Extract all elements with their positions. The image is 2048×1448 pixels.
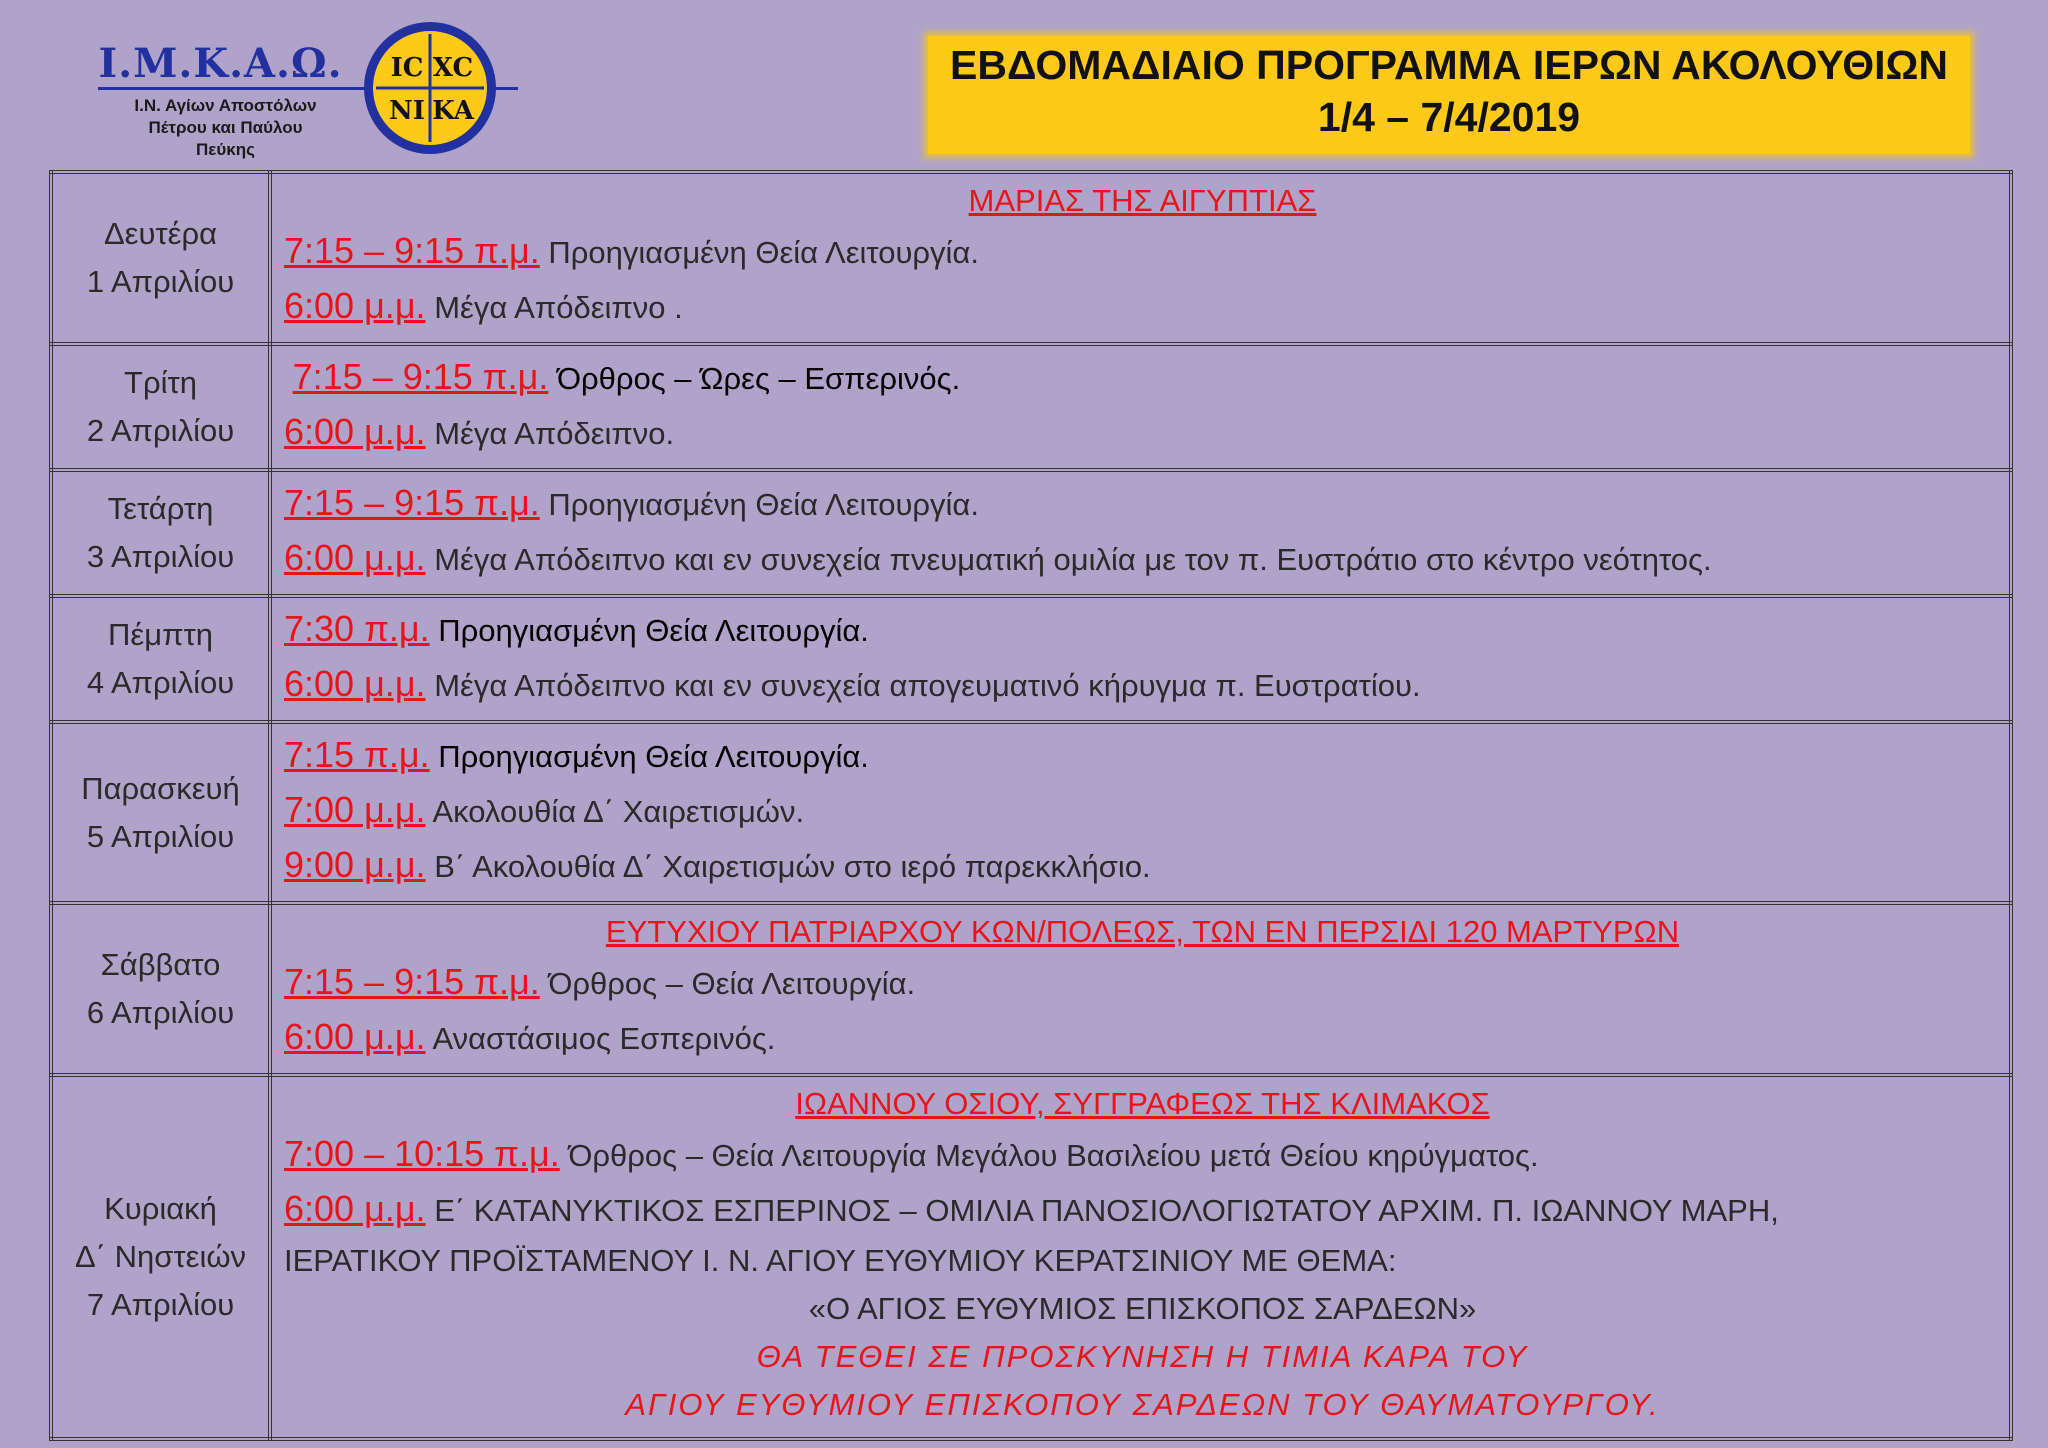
day-cell [51, 172, 270, 344]
emblem-text-ka: KA [432, 96, 474, 126]
service-time: 7:30 π.μ. [284, 608, 430, 649]
service-entry [284, 602, 2001, 657]
service-desc: Ε΄ ΚΑΤΑΝΥΚΤΙΚΟΣ ΕΣΠΕΡΙΝΟΣ – ΟΜΙΛΙΑ ΠΑΝΟΣΙΟΛΟΓΙΩΤΑΤΟΥ ΑΡΧΙΜ. Π. ΙΩΑΝΝΟΥ ΜΑΡΗ, [434, 1193, 1779, 1228]
day-date: 3 Απριλίου [86, 539, 235, 574]
day-cell [51, 722, 270, 903]
logo-sub-line-2: Πέτρου και Παύλου [148, 118, 303, 137]
logo-title: Ι.Μ.Κ.Α.Ω. [98, 40, 343, 87]
emblem-text-xc: XC [432, 53, 474, 83]
table-row [51, 1075, 2011, 1439]
service-entry [284, 1010, 2001, 1065]
day-cell [51, 903, 270, 1075]
service-time: 6:00 μ.μ. [284, 1016, 426, 1057]
emblem-text-ic: IC [390, 53, 424, 83]
service-time: 7:00 μ.μ. [284, 789, 426, 830]
service-desc: Προηγιασμένη Θεία Λειτουργία. [438, 739, 869, 774]
service-entry [284, 838, 2001, 893]
logo [98, 40, 343, 88]
schedule-table [49, 170, 2013, 1441]
day-date: 7 Απριλίου [86, 1287, 235, 1322]
content-cell [270, 344, 2011, 470]
service-desc: Όρθρος – Θεία Λειτουργία. [548, 966, 916, 1001]
service-entry [284, 1182, 2001, 1237]
service-desc: Προηγιασμένη Θεία Λειτουργία. [438, 613, 869, 648]
day-cell [51, 1075, 270, 1439]
table-row [51, 344, 2011, 470]
page-title-box [928, 36, 1970, 154]
day-date: 1 Απριλίου [86, 264, 235, 299]
day-date: 4 Απριλίου [86, 665, 235, 700]
table-row [51, 903, 2011, 1075]
day-cell [51, 596, 270, 722]
service-time: 6:00 μ.μ. [284, 411, 426, 452]
page-title: ΕΒΔΟΜΑΔΙΑΙΟ ΠΡΟΓΡΑΜΜΑ ΙΕΡΩΝ ΑΚΟΛΟΥΘΙΩΝ [950, 42, 1948, 88]
service-desc: Όρθρος – Θεία Λειτουργία Μεγάλου Βασιλείου μετά Θείου κηρύγματος. [568, 1138, 1539, 1173]
notice-line-2: ΑΓΙΟΥ ΕΥΘΥΜΙΟΥ ΕΠΙΣΚΟΠΟΥ ΣΑΡΔΕΩΝ ΤΟΥ ΘΑΥΜΑΤΟΥΡΓΟΥ. [625, 1387, 1660, 1422]
day-name: Σάββατο [100, 947, 221, 982]
table-row [51, 596, 2011, 722]
service-entry [284, 224, 2001, 279]
service-time: 7:15 – 9:15 π.μ. [284, 961, 540, 1002]
service-time: 7:15 – 9:15 π.μ. [284, 482, 540, 523]
content-cell [270, 172, 2011, 344]
table-row [51, 722, 2011, 903]
service-time: 6:00 μ.μ. [284, 285, 426, 326]
notice-line-1: ΘΑ ΤΕΘΕΙ ΣΕ ΠΡΟΣΚΥΝΗΣΗ Η ΤΙΜΙΑ ΚΑΡΑ ΤΟΥ [756, 1339, 1529, 1374]
logo-sub-line-3: Πεύκης [196, 140, 255, 159]
feast-title: ΕΥΤΥΧΙΟΥ ΠΑΤΡΙΑΡΧΟΥ ΚΩΝ/ΠΟΛΕΩΣ, ΤΩΝ ΕΝ ΠΕΡΣΙΔΙ 120 ΜΑΡΤΥΡΩΝ [605, 914, 1680, 949]
table-row [51, 172, 2011, 344]
content-cell [270, 470, 2011, 596]
content-cell [270, 903, 2011, 1075]
content-cell [270, 722, 2011, 903]
service-desc: Μέγα Απόδειπνο και εν συνεχεία απογευματινό κήρυγμα π. Ευστρατίου. [434, 668, 1421, 703]
service-time: 7:15 π.μ. [284, 734, 430, 775]
service-desc: Προηγιασμένη Θεία Λειτουργία. [548, 235, 979, 270]
day-name: Κυριακή [104, 1191, 217, 1226]
feast-title: ΙΩΑΝΝΟΥ ΟΣΙΟΥ, ΣΥΓΓΡΑΦΕΩΣ ΤΗΣ ΚΛΙΜΑΚΟΣ [795, 1086, 1490, 1121]
service-desc: Β΄ Ακολουθία Δ΄ Χαιρετισμών στο ιερό παρεκκλήσιο. [434, 849, 1151, 884]
service-entry [284, 279, 2001, 334]
day-name: Παρασκευή [81, 770, 240, 806]
service-time: 6:00 μ.μ. [284, 1188, 426, 1229]
service-entry [284, 657, 2001, 712]
service-desc: Όρθρος – Ώρες – Εσπερινός. [557, 361, 961, 396]
service-time: 7:15 – 9:15 π.μ. [292, 356, 549, 397]
service-entry [284, 783, 2001, 838]
service-desc: Προηγιασμένη Θεία Λειτουργία. [548, 487, 979, 522]
sermon-topic: «Ο ΑΓΙΟΣ ΕΥΘΥΜΙΟΣ ΕΠΙΣΚΟΠΟΣ ΣΑΡΔΕΩΝ» [808, 1291, 1477, 1326]
logo-subtitle [98, 95, 353, 161]
service-desc: Μέγα Απόδειπνο . [434, 290, 683, 325]
day-name: Τρίτη [124, 365, 197, 400]
day-date: 2 Απριλίου [86, 413, 235, 448]
emblem-text-ni: NI [389, 96, 425, 126]
service-time: 9:00 μ.μ. [284, 844, 426, 885]
feast-title: ΜΑΡΙΑΣ ΤΗΣ ΑΙΓΥΠΤΙΑΣ [968, 183, 1317, 218]
day-cell [51, 344, 270, 470]
service-entry [284, 1127, 2001, 1182]
table-row [51, 470, 2011, 596]
service-time: 6:00 μ.μ. [284, 663, 426, 704]
service-entry [284, 955, 2001, 1010]
service-time: 6:00 μ.μ. [284, 537, 426, 578]
service-desc: Αναστάσιμος Εσπερινός. [432, 1021, 776, 1056]
service-entry [284, 405, 2001, 460]
date-range: 1/4 – 7/4/2019 [1317, 94, 1581, 140]
service-entry [284, 728, 2001, 783]
day-name: Πέμπτη [108, 617, 213, 652]
service-entry [284, 350, 2001, 405]
day-subtitle: Δ΄ Νηστειών [74, 1239, 247, 1274]
service-entry [284, 531, 2001, 586]
day-date: 5 Απριλίου [86, 818, 235, 854]
content-cell [270, 596, 2011, 722]
service-desc: Μέγα Απόδειπνο. [434, 416, 675, 451]
service-desc: Μέγα Απόδειπνο και εν συνεχεία πνευματική ομιλία με τον π. Ευστράτιο στο κέντρο νεότητος. [434, 542, 1712, 577]
service-time: 7:15 – 9:15 π.μ. [284, 230, 540, 271]
service-entry [284, 476, 2001, 531]
icxc-nika-emblem [360, 18, 500, 158]
day-cell [51, 470, 270, 596]
service-continuation: ΙΕΡΑΤΙΚΟΥ ΠΡΟΪΣΤΑΜΕΝΟΥ Ι. Ν. ΑΓΙΟΥ ΕΥΘΥΜΙΟΥ ΚΕΡΑΤΣΙΝΙΟΥ ΜΕ ΘΕΜΑ: [284, 1243, 1397, 1278]
day-name: Τετάρτη [107, 491, 214, 526]
day-name: Δευτέρα [103, 216, 218, 251]
service-desc: Ακολουθία Δ΄ Χαιρετισμών. [432, 794, 805, 829]
content-cell [270, 1075, 2011, 1439]
logo-sub-line-1: Ι.Ν. Αγίων Αποστόλων [134, 96, 317, 115]
service-time: 7:00 – 10:15 π.μ. [284, 1133, 560, 1174]
day-date: 6 Απριλίου [86, 995, 235, 1030]
